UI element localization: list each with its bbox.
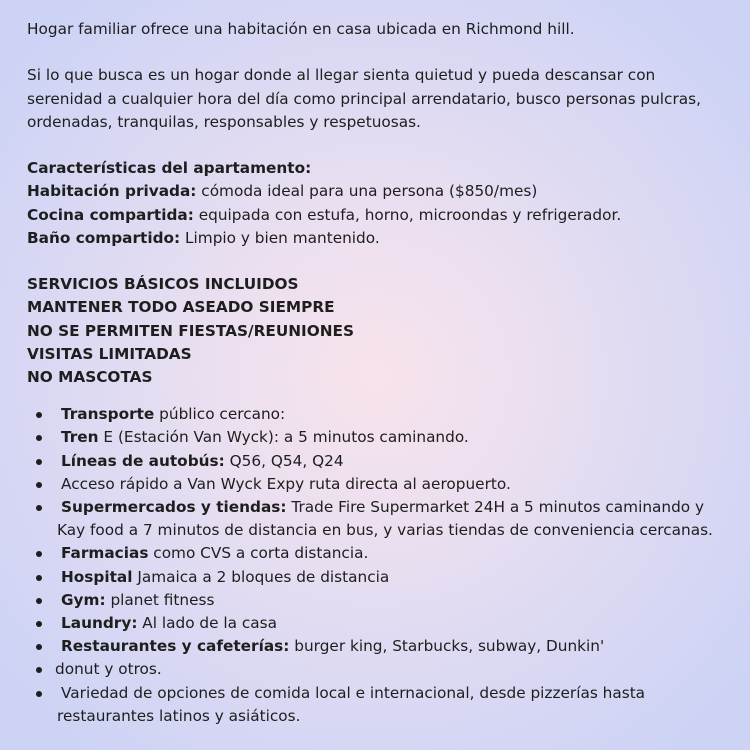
rule-item: NO SE PERMITEN FIESTAS/REUNIONES bbox=[27, 321, 355, 340]
amenity-continuation: Kay food a 7 minutos de distancia en bus, y varias tiendas de conveniencia cercanas. bbox=[57, 521, 713, 540]
feature-label: Habitación privada: bbox=[27, 182, 197, 201]
rule-item: SERVICIOS BÁSICOS INCLUIDOS bbox=[27, 275, 299, 294]
bullet-icon bbox=[36, 412, 42, 418]
bullet-icon bbox=[36, 551, 42, 557]
amenities-list bbox=[27, 403, 732, 728]
amenity-item: Gym: planet fitness bbox=[27, 589, 732, 612]
bullet-icon bbox=[36, 691, 42, 697]
rule-item: NO MASCOTAS bbox=[27, 368, 153, 386]
bullet-icon bbox=[36, 644, 42, 650]
amenity-item: Laundry: Al lado de la casa bbox=[27, 612, 732, 635]
feature-item bbox=[27, 180, 732, 203]
bullet-icon bbox=[36, 598, 42, 604]
bullet-icon bbox=[36, 459, 42, 465]
amenity-item: donut y otros. bbox=[27, 658, 732, 681]
amenity-item: Líneas de autobús: Q56, Q54, Q24 bbox=[27, 450, 732, 473]
intro-paragraph-line: Si lo que busca es un hogar donde al llegar sienta quietud y pueda descansar con bbox=[27, 66, 656, 85]
feature-text: equipada con estufa, horno, microondas y refrigerador. bbox=[193, 205, 622, 224]
intro-line: Hogar familiar ofrece una habitación en casa ubicada en Richmond hill. bbox=[27, 20, 575, 38]
amenity-item: Acceso rápido a Van Wyck Expy ruta directa al aeropuerto. bbox=[27, 473, 732, 496]
bullet-icon bbox=[36, 435, 42, 441]
amenity-item: Hospital Jamaica a 2 bloques de distancia bbox=[27, 566, 732, 589]
intro-paragraph-line: serenidad a cualquier hora del día como principal arrendatario, busco personas pulcras, bbox=[27, 89, 701, 108]
features-heading: Características del apartamento: bbox=[27, 159, 312, 178]
bullet-icon bbox=[36, 667, 42, 673]
amenity-item: Variedad de opciones de comida local e internacional, desde pizzerías hasta restaurantes latinos y asiáticos. bbox=[27, 682, 732, 728]
amenity-item: Farmacias como CVS a corta distancia. bbox=[27, 542, 732, 565]
bullet-icon bbox=[36, 505, 42, 511]
amenity-item: Tren E (Estación Van Wyck): a 5 minutos caminando. bbox=[27, 426, 732, 449]
feature-text: cómoda ideal para una persona ($850/mes) bbox=[196, 182, 538, 201]
rule-item: MANTENER TODO ASEADO SIEMPRE bbox=[27, 298, 335, 317]
bullet-icon bbox=[36, 482, 42, 488]
feature-item bbox=[27, 227, 732, 250]
feature-label: Baño compartido: bbox=[27, 228, 181, 247]
feature-item bbox=[27, 204, 732, 227]
rule-item: VISITAS LIMITADAS bbox=[27, 344, 192, 363]
listing-text bbox=[27, 18, 732, 728]
amenity-item: Transporte público cercano: bbox=[27, 403, 732, 426]
intro-paragraph-line: ordenadas, tranquilas, responsables y respetuosas. bbox=[27, 112, 421, 131]
amenity-continuation: restaurantes latinos y asiáticos. bbox=[57, 706, 301, 725]
amenity-item: Restaurantes y cafeterías: burger king, Starbucks, subway, Dunkin' bbox=[27, 635, 732, 658]
bullet-icon bbox=[36, 621, 42, 627]
bullet-icon bbox=[36, 575, 42, 581]
feature-label: Cocina compartida: bbox=[27, 205, 194, 224]
amenity-item: Supermercados y tiendas: Trade Fire Supermarket 24H a 5 minutos caminando y Kay food a 7 minutos de distancia en bus, y varias tiendas de conveniencia cercanas. bbox=[27, 496, 732, 542]
feature-text: Limpio y bien mantenido. bbox=[180, 228, 380, 247]
